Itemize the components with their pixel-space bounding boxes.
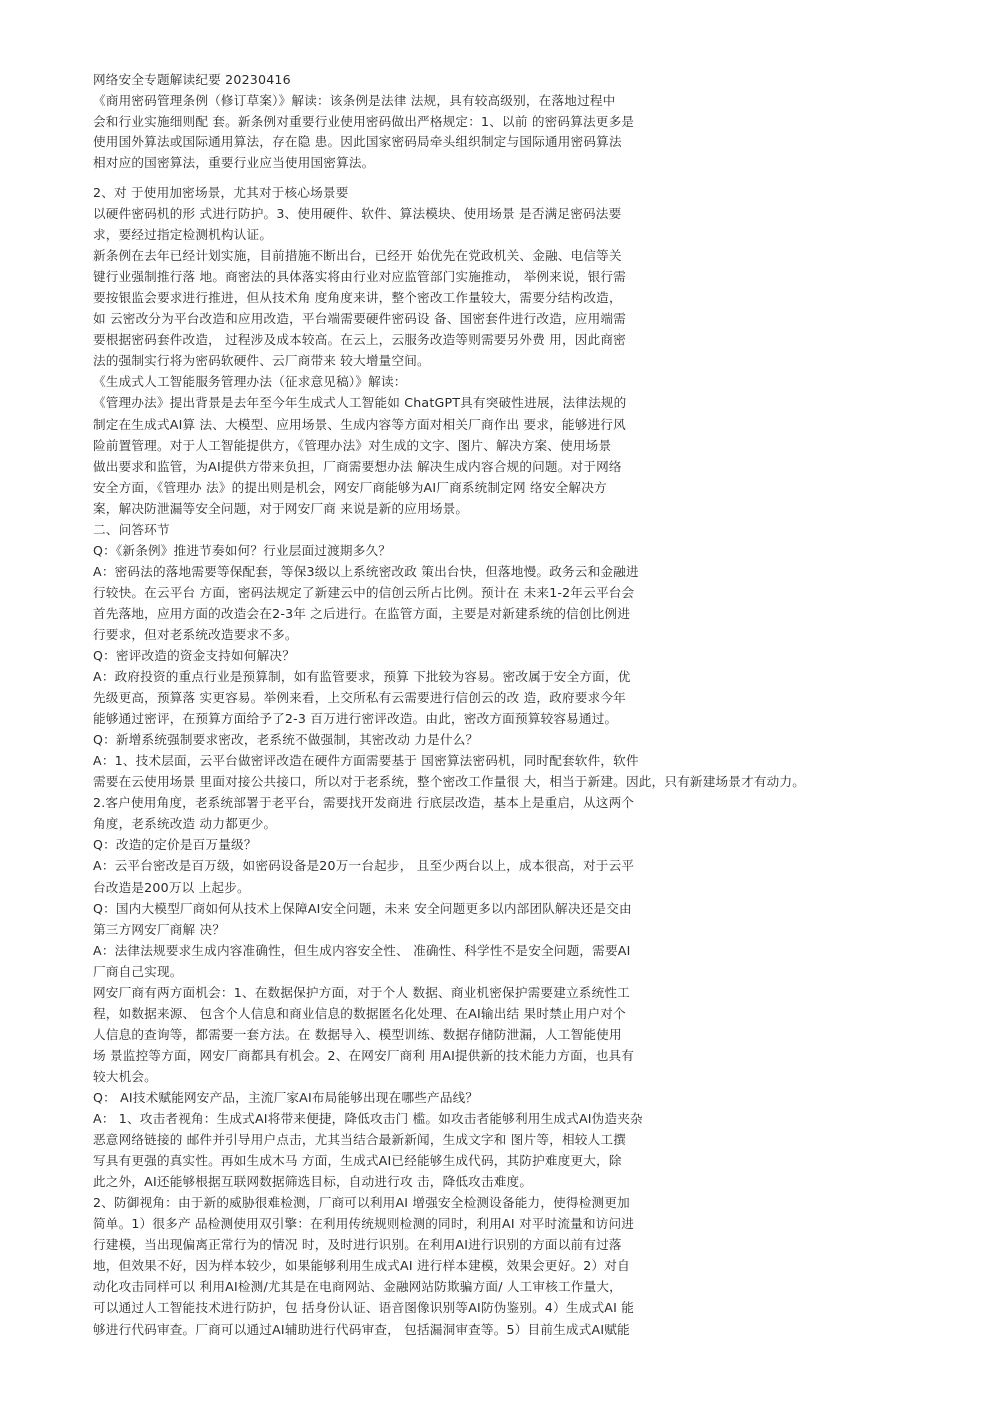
text-line: 场 景监控等方面，网安厂商都具有机会。2、在网安厂商利 用AI提供新的技术能力方面，也具有 — [93, 1047, 635, 1063]
text-line: 要按银监会要求进行推进，但从技术角 度角度来讲，整个密改工作量较大，需要分结构改造， — [93, 290, 622, 306]
text-line: 够进行代码审查。厂商可以通过AI辅助进行代码审查， 包括漏洞审查等。5）目前生成式AI赋能 — [93, 1321, 630, 1337]
text-line: 如 云密改分为平台改造和应用改造，平台端需要硬件密码设 备、国密套件进行改造，应用端需 — [93, 311, 626, 327]
text-line: A：法律法规要求生成内容准确性，但生成内容安全性、 准确性、科学性不是安全问题，需要AI — [93, 942, 631, 958]
text-line: Q：改造的定价是百万量级？ — [93, 837, 257, 853]
text-line: Q：密评改造的资金支持如何解决？ — [93, 648, 296, 664]
text-line: 程，如数据来源、 包含个人信息和商业信息的数据匿名化处理、在AI输出结 果时禁止用户对个 — [93, 1005, 626, 1021]
text-line: 二、问答环节 — [93, 521, 170, 537]
main-section — [93, 182, 973, 1340]
text-line: 2、对 于使用加密场景，尤其对于核心场景要 — [93, 184, 349, 200]
text-line: 制定在生成式AI算 法、大模型、应用场景、生成内容等方面对相关厂商作出 要求，能够进行风 — [93, 416, 626, 432]
text-line: 厂商自己实现。 — [93, 963, 183, 979]
text-line: 《商用密码管理条例（修订草案）》解读：该条例是法律 法规，具有较高级别，在落地过程中 — [93, 92, 616, 108]
text-line: A：政府投资的重点行业是预算制，如有监管要求，预算 下批较为容易。密改属于安全方面，优 — [93, 669, 631, 685]
paragraph-gap — [93, 174, 973, 182]
text-line: 做出要求和监管，为AI提供方带来负担，厂商需要想办法 解决生成内容合规的问题。对于网络 — [93, 458, 622, 474]
text-line: 首先落地，应用方面的改造会在2-3年 之后进行。在监管方面，主要是对新建系统的信创比例进 — [93, 605, 631, 621]
text-line: A：云平台密改是百万级，如密码设备是20万一台起步， 且至少两台以上，成本很高，对于云平 — [93, 858, 635, 874]
text-line: 键行业强制推行落 地。商密法的具体落实将由行业对应监管部门实施推动， 举例来说，银行需 — [93, 269, 626, 285]
text-line: 地，但效果不好，因为样本较少，如果能够利用生成式AI 进行样本建模，效果会更好。2）对自 — [93, 1258, 630, 1274]
text-line: 台改造是200万以 上起步。 — [93, 879, 250, 895]
text-line: 2.客户使用角度，老系统部署于老平台，需要找开发商进 行底层改造，基本上是重启，从这两个 — [93, 795, 635, 811]
text-line: A：密码法的落地需要等保配套，等保3级以上系统密改政 策出台快，但落地慢。政务云和金融进 — [93, 563, 639, 579]
text-line: 能够通过密评，在预算方面给予了2-3 百万进行密评改造。由此，密改方面预算较容易通过。 — [93, 711, 618, 727]
text-line: 行要求，但对老系统改造要求不多。 — [93, 626, 298, 642]
text-line: 求，要经过指定检测机构认证。 — [93, 227, 273, 243]
text-line: 恶意网络链接的 邮件并引导用户点击，尤其当结合最新新闻，生成文字和 图片等，相较人工撰 — [93, 1132, 626, 1148]
text-line: 行较快。在云平台 方面，密码法规定了新建云中的信创云所占比例。预计在 未来1-2年云平台会 — [93, 584, 635, 600]
text-line: Q：《新条例》推进节奏如何？行业层面过渡期多久？ — [93, 542, 392, 558]
text-line: 要根据密码套件改造， 过程涉及成本较高。在云上，云服务改造等则需要另外费 用，因此商密 — [93, 332, 626, 348]
text-line: 第三方网安厂商解 决？ — [93, 921, 226, 937]
text-line: 2、防御视角：由于新的威胁很难检测，厂商可以利用AI 增强安全检测设备能力，使得检测更加 — [93, 1195, 630, 1211]
text-line: 安全方面，《管理办 法》的提出则是机会，网安厂商能够为AI厂商系统制定网 络安全解决方 — [93, 479, 607, 495]
text-line: 使用国外算法或国际通用算法，存在隐 患。因此国家密码局牵头组织制定与国际通用密码算法 — [93, 134, 622, 150]
text-line: 新条例在去年已经计划实施，目前措施不断出台，已经开 始优先在党政机关、金融、电信等关 — [93, 248, 622, 264]
text-line: 需要在云使用场景 里面对接公共接口，所以对于老系统，整个密改工作量很 大，相当于新建。因此，只有新建场景才有动力。 — [93, 774, 806, 790]
text-line: Q： AI技术赋能网安产品，主流厂家AI布局能够出现在哪些产品线？ — [93, 1090, 479, 1105]
text-line: 案，解决防泄漏等安全问题，对于网安厂商 来说是新的应用场景。 — [93, 500, 469, 516]
text-line: 相对应的国密算法，重要行业应当使用国密算法。 — [93, 155, 375, 171]
text-line: 以硬件密码机的形 式进行防护。3、使用硬件、软件、算法模块、使用场景 是否满足密码法要 — [93, 206, 622, 222]
text-line: 人信息的查询等，都需要一套方法。在 数据导入、模型训练、数据存储防泄漏，人工智能使用 — [93, 1026, 622, 1042]
text-line: 可以通过人工智能技术进行防护，包 括身份认证、语音图像识别等AI防伪鉴别。4）生成式AI 能 — [93, 1300, 635, 1316]
text-line: 较大机会。 — [93, 1068, 157, 1084]
text-line: Q：新增系统强制要求密改，老系统不做强制，其密改动 力是什么？ — [93, 732, 479, 748]
text-line: 网安厂商有两方面机会：1、在数据保护方面，对于个人 数据、商业机密保护需要建立系统性工 — [93, 984, 630, 1000]
text-line: 会和行业实施细则配 套。新条例对重要行业使用密码做出严格规定：1、以前 的密码算法更多是 — [93, 113, 635, 129]
text-line: 《管理办法》提出背景是去年至今年生成式人工智能如 ChatGPT具有突破性进展，法律法规的 — [93, 395, 627, 411]
document-body — [93, 70, 973, 1340]
text-line: 险前置管理。对于人工智能提供方，《管理办法》对生成的文字、图片、解决方案、使用场景 — [93, 437, 612, 453]
text-line: 此之外，AI还能够根据互联网数据筛选目标，自动进行攻 击，降低攻击难度。 — [93, 1174, 533, 1190]
text-line: A： 1、攻击者视角：生成式AI将带来便捷，降低攻击门 槛。如攻击者能够利用生成式AI伪造夹杂 — [93, 1111, 643, 1127]
text-line: 先级更高，预算落 实更容易。举例来看，上交所私有云需要进行信创云的改 造，政府要求今年 — [93, 690, 626, 706]
text-line: 简单。1）很多产 品检测使用双引擎：在利用传统规则检测的同时，利用AI 对平时流量和访问进 — [93, 1216, 635, 1232]
intro-section — [93, 70, 973, 174]
text-line: 《生成式人工智能服务管理办法（征求意见稿）》解读： — [93, 374, 407, 390]
text-line: 行建模，当出现偏离正常行为的情况 时，及时进行识别。在利用AI进行识别的方面以前有过落 — [93, 1237, 622, 1253]
text-line: A：1、技术层面，云平台做密评改造在硬件方面需要基于 国密算法密码机，同时配套软件，软件 — [93, 753, 639, 769]
text-line: 法的强制实行将为密码软硬件、云厂商带来 较大增量空间。 — [93, 353, 430, 369]
document-title: 网络安全专题解读纪要 20230416 — [93, 72, 291, 87]
text-line: 写具有更强的真实性。再如生成木马 方面，生成式AI已经能够生成代码，其防护难度更大，除 — [93, 1153, 622, 1169]
text-line: 动化攻击同样可以 利用AI检测/尤其是在电商网站、金融网站防欺骗方面/ 人工审核工作量大， — [93, 1279, 622, 1295]
text-line: Q：国内大模型厂商如何从技术上保障AI安全问题，未来 安全问题更多以内部团队解决还是交由 — [93, 900, 632, 916]
text-line: 角度，老系统改造 动力都更少。 — [93, 816, 277, 832]
